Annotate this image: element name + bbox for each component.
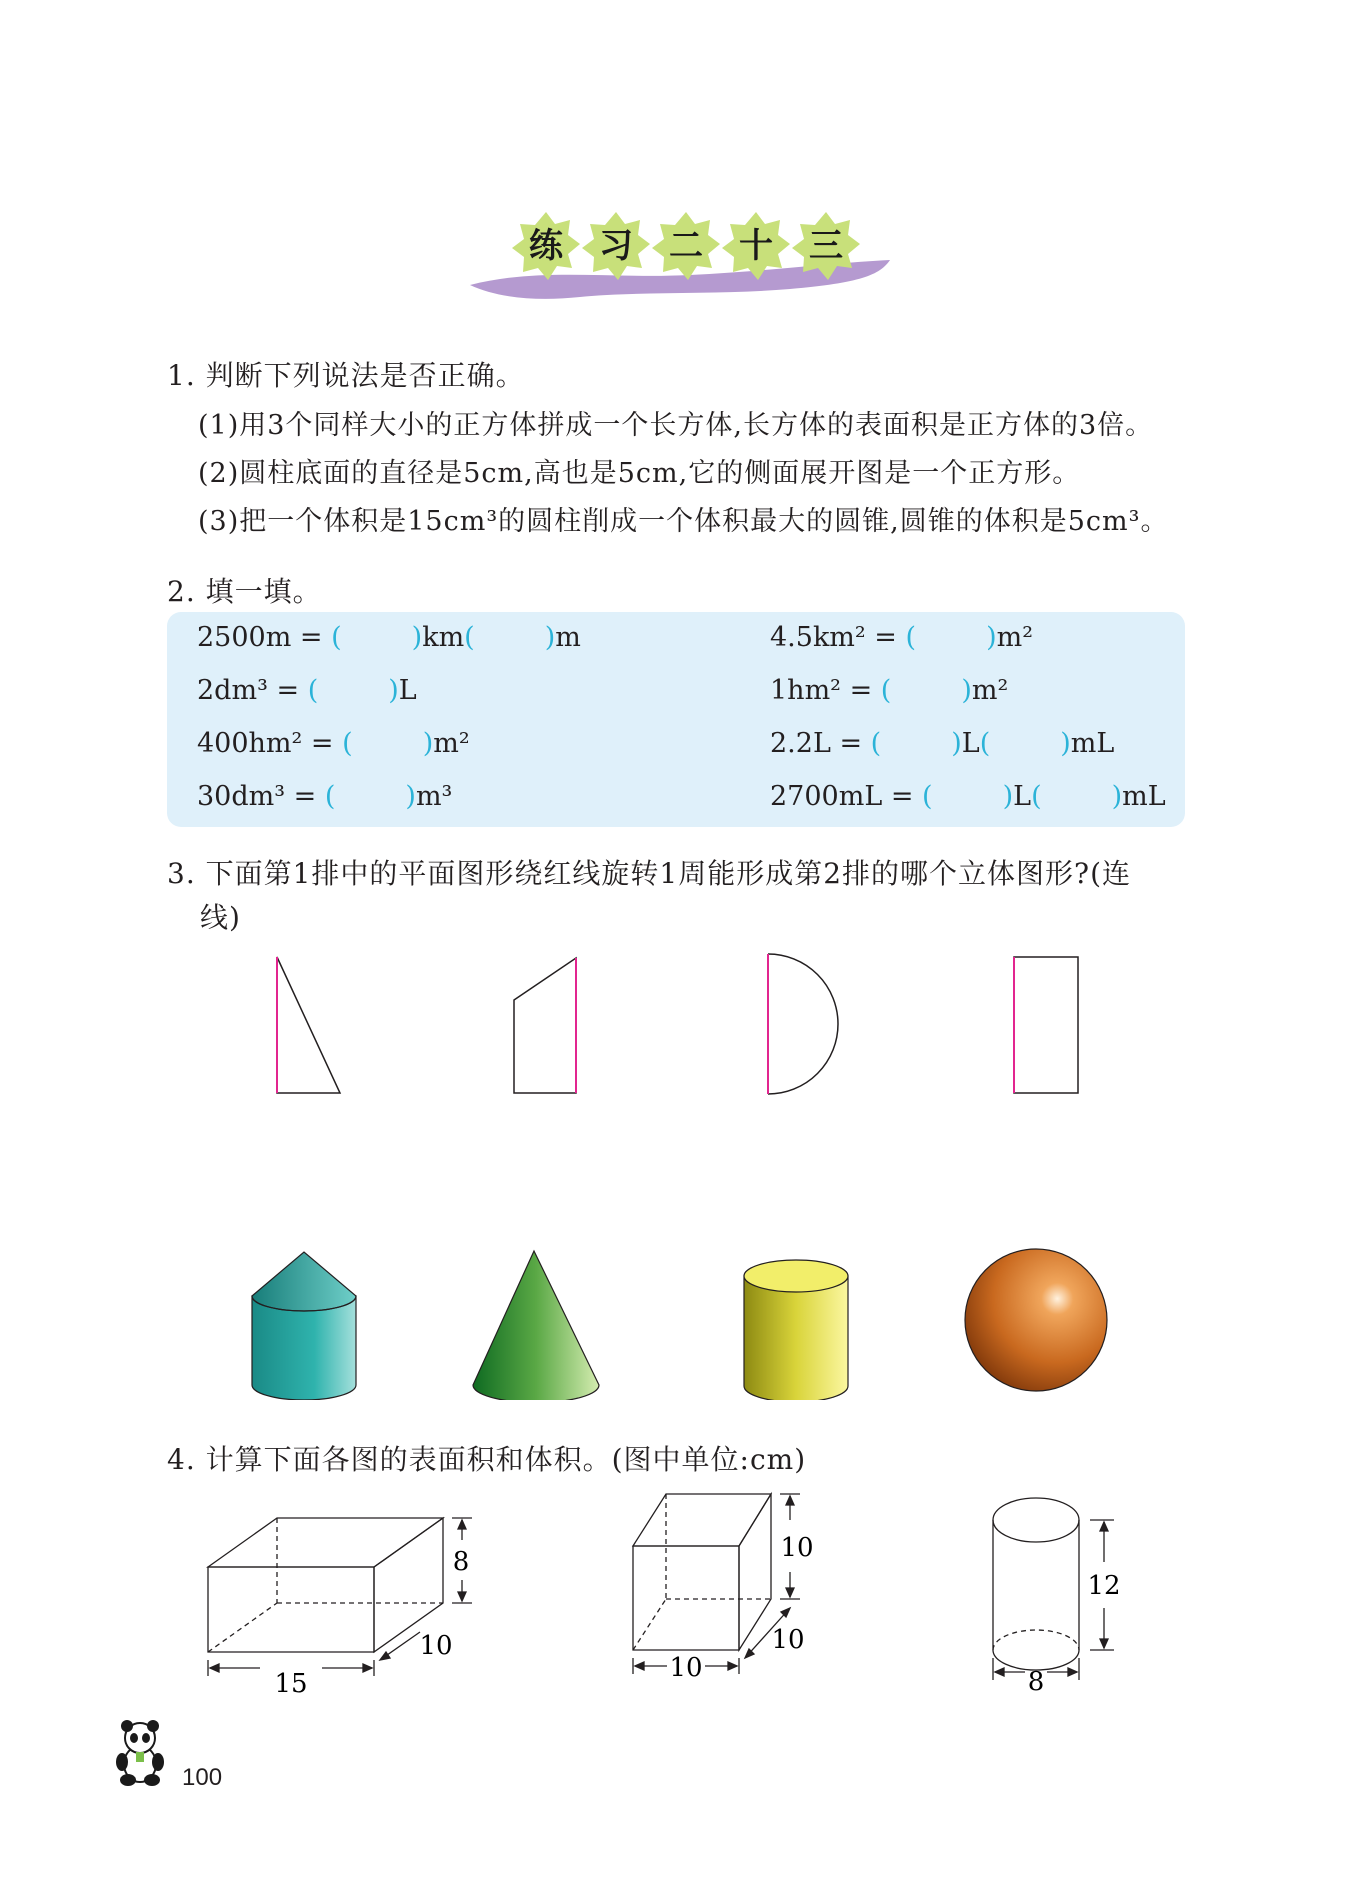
title-char-1: 练 [510, 210, 582, 282]
solid-cone[interactable] [473, 1251, 599, 1400]
panda-icon [110, 1718, 170, 1788]
fill-row-left-4: 30dm³ = ( )m³ [197, 781, 453, 812]
cuboid-length-label: 15 [274, 1669, 308, 1699]
plane-rectangle[interactable] [1014, 957, 1078, 1093]
fill-row-right-3: 2.2L = ( )L( )mL [770, 728, 1115, 759]
q1-heading: 1. 判断下列说法是否正确。 [167, 359, 525, 392]
page-number: 100 [182, 1764, 223, 1791]
cylinder-diameter-label: 8 [1027, 1667, 1045, 1697]
q2-heading: 2. 填一填。 [167, 575, 322, 608]
solid-cylinder[interactable] [744, 1260, 848, 1400]
q4-heading: 4. 计算下面各图的表面积和体积。(图中单位:cm) [167, 1443, 807, 1476]
q3-heading: 3. 下面第1排中的平面图形绕红线旋转1周能形成第2排的哪个立体图形?(连 [167, 857, 1131, 890]
cube-depth-label: 10 [771, 1625, 805, 1655]
fill-row-left-1: 2500m = ( )km( )m [197, 622, 581, 653]
cube-front-label: 10 [669, 1653, 703, 1683]
solid-cone-on-cylinder[interactable] [252, 1252, 356, 1400]
q1-item-1: (1)用3个同样大小的正方体拼成一个长方体,长方体的表面积是正方体的3倍。 [198, 410, 1154, 441]
fill-row-right-1: 4.5km² = ( )m² [770, 622, 1034, 653]
fill-row-left-3: 400hm² = ( )m² [197, 728, 470, 759]
solid-sphere[interactable] [965, 1249, 1107, 1391]
q4-figures [0, 1480, 1353, 1710]
plane-trapezoid[interactable] [514, 958, 576, 1093]
cylinder-height-label: 12 [1087, 1571, 1121, 1601]
fill-row-right-4: 2700mL = ( )L( )mL [770, 781, 1166, 812]
q3-heading-cont: 线) [200, 901, 241, 934]
q1-item-3: (3)把一个体积是15cm³的圆柱削成一个体积最大的圆锥,圆锥的体积是5cm³。 [198, 506, 1169, 537]
title-char-3: 二 [650, 210, 722, 282]
title-char-5: 三 [790, 210, 862, 282]
title-char-2: 习 [580, 210, 652, 282]
title-char-4: 十 [720, 210, 792, 282]
q3-figures [0, 940, 1353, 1400]
exercise-title [460, 205, 900, 315]
q1-item-2: (2)圆柱底面的直径是5cm,高也是5cm,它的侧面展开图是一个正方形。 [198, 458, 1081, 489]
fill-row-left-2: 2dm³ = ( )L [197, 675, 417, 706]
fill-row-right-2: 1hm² = ( )m² [770, 675, 1009, 706]
cube-height-label: 10 [780, 1533, 814, 1563]
cuboid-width-label: 10 [419, 1631, 453, 1661]
plane-right-triangle[interactable] [277, 957, 340, 1093]
cuboid-height-label: 8 [452, 1547, 470, 1577]
plane-semicircle[interactable] [768, 954, 838, 1094]
